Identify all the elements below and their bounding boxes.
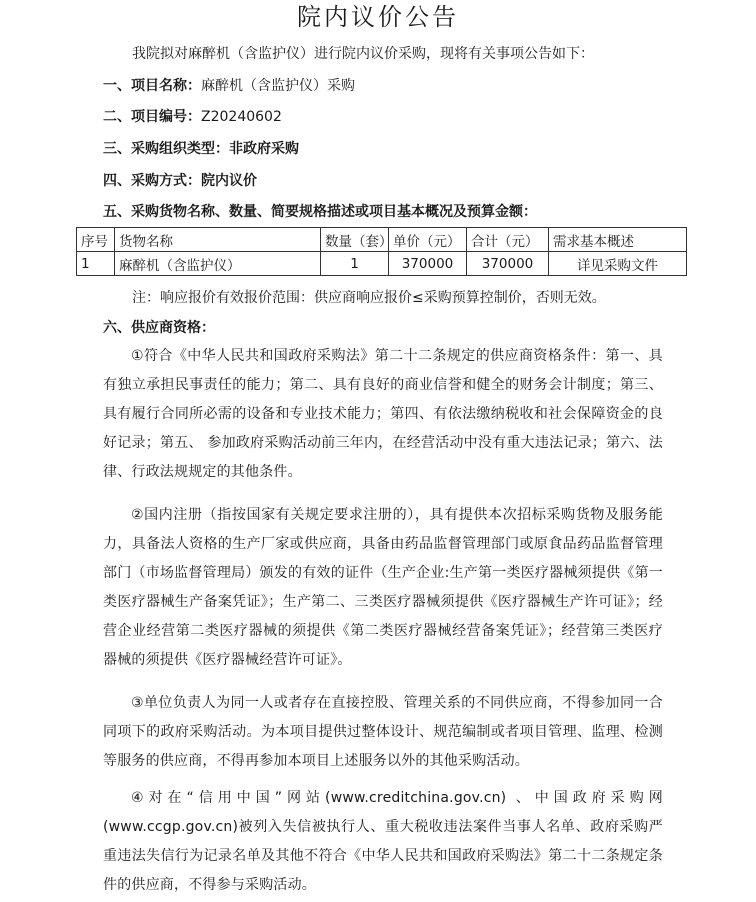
qualification-paragraph-1: ①符合《中华人民共和国政府采购法》第二十二条规定的供应商资格条件：第一、具有独立承担民事责任的能力；第二、具有良好的商业信誉和健全的财务会计制度；第三、具有履行合同所必需的设备和专业技术能力；第四、有依法缴纳税收和社会保障资金的良好记录；第五、 参加政府采购活动前三年内，在经营活动中没有重大违法记录；第六、法律、行政法规规定的其他条件。 — [103, 348, 663, 480]
project-name-label: 一、项目名称： — [103, 78, 201, 94]
table-cell: 1 — [77, 252, 115, 276]
table-header-cell: 数量（套） — [321, 228, 389, 252]
budget-table — [76, 227, 687, 276]
method-line — [103, 171, 257, 191]
qualification-paragraph-2: ②国内注册（指按国家有关规定要求注册的），具有提供本次招标采购货物及服务能力，具备法人资格的生产厂家或供应商，具备由药品监督管理部门或原食品药品监督管理部门（市场监督管理局）颁发的有效的证件（生产企业:生产第一类医疗器械须提供《第一类医疗器械生产备案凭证》；生产第二、三类医疗器械须提供《医疗器械生产许可证》；经营企业经营第二类医疗器械的须提供《第二类医疗器械经营备案凭证》；经营第三类医疗器械的须提供《医疗器械经营许可证》。 — [103, 507, 663, 668]
table-cell: 370000 — [467, 252, 549, 276]
project-number-value: Z20240602 — [201, 109, 282, 125]
qualification-paragraph-3: ③单位负责人为同一人或者存在直接控股、管理关系的不同供应商，不得参加同一合同项下的政府采购活动。为本项目提供过整体设计、规范编制或者项目管理、监理、检测等服务的供应商，不得再参加本项目上述服务以外的其他采购活动。 — [103, 695, 663, 769]
table-cell: 详见采购文件 — [549, 252, 687, 276]
org-type-value: 非政府采购 — [229, 141, 299, 157]
project-name-value: 麻醉机（含监护仪）采购 — [201, 78, 355, 94]
table-header-row — [77, 228, 687, 252]
project-number-line — [103, 107, 282, 127]
qualification-paragraph-4: ④对在“信用中国”网站(www.creditchina.gov.cn) 、中国政府采购网(www.ccgp.gov.cn)被列入失信被执行人、重大税收违法案件当事人名单、政府采购严重违法失信行为记录名单及其他不符合《中华人民共和国政府采购法》第二十二条规定条件的供应商，不得参与采购活动。 — [103, 790, 663, 893]
table-header-cell: 需求基本概述 — [549, 228, 687, 252]
project-name-line — [103, 76, 355, 96]
goods-heading: 五、采购货物名称、数量、简要规格描述或项目基本概况及预算金额： — [103, 204, 537, 220]
table-cell: 1 — [321, 252, 389, 276]
intro-text: 我院拟对麻醉机（含监护仪）进行院内议价采购，现将有关事项公告如下： — [132, 46, 594, 62]
method-label: 四、采购方式： — [103, 173, 201, 189]
table-header-cell: 序号 — [77, 228, 115, 252]
table-cell: 麻醉机（含监护仪） — [115, 252, 321, 276]
org-type-label: 三、采购组织类型： — [103, 141, 229, 157]
page-title: 院内议价公告 — [297, 3, 459, 31]
table-header-cell: 单价（元） — [389, 228, 467, 252]
table-header-cell: 合计（元） — [467, 228, 549, 252]
org-type-line — [103, 139, 299, 159]
price-note: 注：响应报价有效报价范围：供应商响应报价≤采购预算控制价，否则无效。 — [132, 290, 606, 306]
method-value: 院内议价 — [201, 173, 257, 189]
table-row — [77, 252, 687, 276]
table-header-cell: 货物名称 — [115, 228, 321, 252]
qualification-heading: 六、供应商资格： — [103, 320, 215, 336]
project-number-label: 二、项目编号： — [103, 109, 201, 125]
table-cell: 370000 — [389, 252, 467, 276]
